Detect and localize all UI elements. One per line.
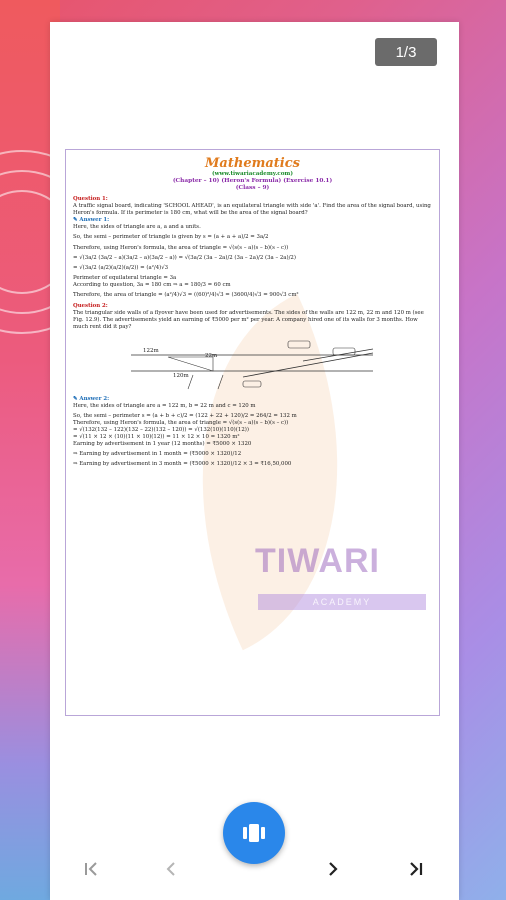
answer-1-line: = √(3a/2 (3a/2 – a)(3a/2 – a)(3a/2 – a)) = √(3a/2 (3a – 2a)/2 (3a – 2a)/2 (3a – 2a)/2) xyxy=(73,254,296,261)
answer-2-line: ⇒ Earning by advertisement in 3 month = (₹5000 × 1320)/12 × 3 = ₹16,50,000 xyxy=(73,461,292,468)
figure-label: 122m xyxy=(143,347,159,354)
answer-1-label: ✎ Answer 1: xyxy=(73,217,110,224)
answer-1-line: = √(3a/2 (a/2)(a/2)(a/2)) = (a²/4)√3 xyxy=(73,264,169,271)
document-page[interactable] xyxy=(65,149,440,716)
view-mode-fab[interactable] xyxy=(223,802,285,864)
pdf-viewer-card xyxy=(50,22,459,900)
next-page-button[interactable] xyxy=(318,854,348,884)
answer-1-line: According to question, 3a = 180 cm ⇒ a = 180/3 = 60 cm xyxy=(73,281,231,288)
answer-2-line: So, the semi – perimeter s = (a + b + c)/2 = (122 + 22 + 120)/2 = 264/2 = 132 m xyxy=(73,412,297,419)
doc-site: (www.tiwariacademy.com) xyxy=(212,171,293,177)
first-page-button[interactable] xyxy=(77,854,107,884)
answer-1-line: So, the semi – perimeter of triangle is given by s = (a + a + a)/2 = 3a/2 xyxy=(73,234,269,241)
next-page-icon xyxy=(324,860,342,878)
watermark-brand: TIWARI xyxy=(255,542,380,580)
question-2-label: Question 2: xyxy=(73,303,108,310)
answer-2-label: ✎ Answer 2: xyxy=(73,395,110,402)
flyover-illustration xyxy=(73,335,433,393)
answer-2-label-text: Answer 2: xyxy=(79,395,110,402)
flyover-figure xyxy=(73,335,432,393)
book-view-icon xyxy=(242,823,266,843)
watermark-band: ACADEMY xyxy=(258,594,426,610)
last-page-icon xyxy=(406,860,424,878)
answer-1-line: Perimeter of equilateral triangle = 3a xyxy=(73,274,177,281)
answer-1-label-text: Answer 1: xyxy=(79,217,110,224)
previous-page-button[interactable] xyxy=(156,854,186,884)
answer-1-line: Here, the sides of triangle are a, a and a units. xyxy=(73,224,201,231)
doc-class: (Class – 9) xyxy=(235,185,270,191)
last-page-button[interactable] xyxy=(400,854,430,884)
answer-2-line: Therefore, using Heron's formula, the area of triangle = √(s(s – a)(s – b)(s – c)) xyxy=(73,419,289,426)
question-1-text: A traffic signal board, indicating 'SCHOOL AHEAD', is an equilateral triangle with side 'a'. Find the area of the signal board, using Heron's formula. If its perimeter is 180 cm, what will be the area of the signal board? xyxy=(73,203,431,217)
answer-2-line: = √(11 × 12 × (10)(11 × 10)(12)) = 11 × 12 × 10 = 1320 m² xyxy=(73,433,240,440)
first-page-icon xyxy=(83,860,101,878)
answer-2-line: ⇒ Earning by advertisement in 1 month = (₹5000 × 1320)/12 xyxy=(73,451,242,458)
previous-page-icon xyxy=(162,860,180,878)
question-2-text: The triangular side walls of a flyover have been used for advertisements. The sides of the walls are 122 m, 22 m and 120 m (see Fig. 12.9). The advertisements yield an earning of ₹5000 per m² per year. A company hired one of its walls for 3 months. How much rent did it pay? xyxy=(73,310,424,331)
page-counter: 1/3 xyxy=(375,38,437,66)
figure-label: 120m xyxy=(173,372,189,379)
answer-2-line: Here, the sides of triangle are a = 122 m, b = 22 m and c = 120 m xyxy=(73,402,256,409)
answer-1-line: Therefore, the area of triangle = (a²/4)√3 = ((60)²/4)√3 = (3600/4)√3 = 900√3 cm² xyxy=(73,292,299,299)
figure-label: 22m xyxy=(205,352,218,359)
doc-title: Mathematics xyxy=(205,156,300,171)
question-1-label: Question 1: xyxy=(73,196,108,202)
answer-1-line: Therefore, using Heron's formula, the area of triangle = √(s(s – a)(s – b)(s – c)) xyxy=(73,244,289,251)
doc-chapter: (Chapter – 10) (Heron's Formula) (Exercise 10.1) xyxy=(172,178,333,184)
answer-2-line: Earning by advertisement in 1 year (12 months) = ₹5000 × 1320 xyxy=(73,441,252,448)
answer-2-line: = √(132(132 – 122)(132 – 22)(132 – 120)) = √(132(10)(110)(12)) xyxy=(73,426,249,433)
